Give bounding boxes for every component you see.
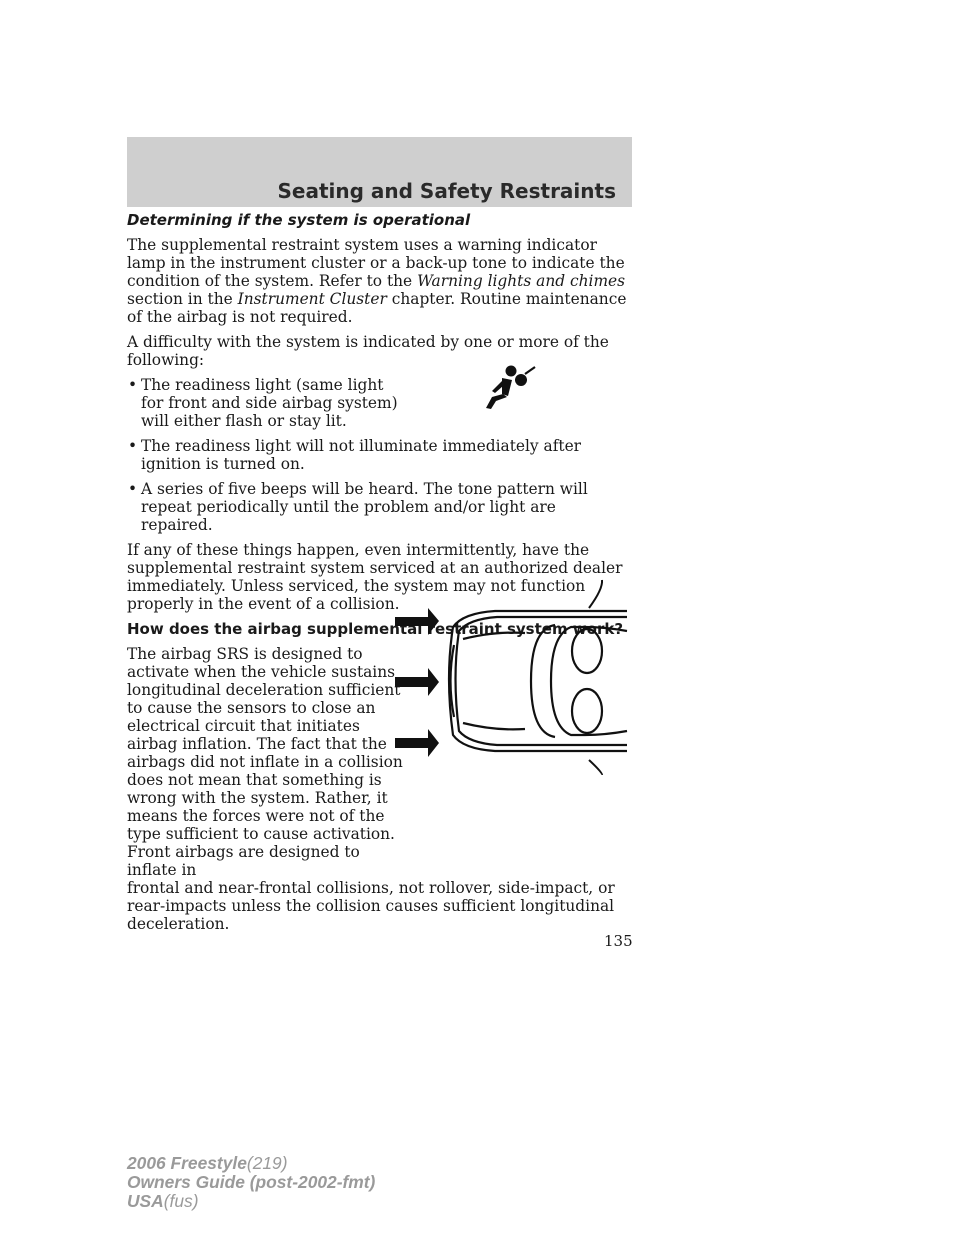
heading-operational: Determining if the system is operational — [127, 211, 471, 229]
section-header-band — [127, 137, 632, 207]
footer-line-guide — [127, 1173, 375, 1192]
footer-line-model — [127, 1154, 375, 1173]
footer-market: USA — [127, 1191, 164, 1211]
reference-instrument-cluster: Instrument Cluster — [237, 290, 387, 308]
list-item-text: The readiness light will not illuminate immediately after ignition is turned on. — [141, 437, 582, 473]
footer-model: 2006 Freestyle — [127, 1153, 247, 1173]
bullet-dot: • — [128, 376, 138, 394]
paragraph-difficulty-intro: A difficulty with the system is indicated by one or more of the following: — [127, 333, 609, 369]
bullet-dot: • — [128, 437, 138, 455]
car-frontal-impact-diagram — [395, 577, 628, 775]
page-number: 135 — [604, 932, 633, 950]
text-run: The supplemental restraint system uses a warning indicator lamp in the instrument cluster or a back-up tone to indicate the condition of the system. Refer to the — [127, 236, 625, 290]
airbag-warning-icon — [482, 364, 538, 412]
paragraph-srs-continued: frontal and near-frontal collisions, not rollover, side-impact, or rear-impacts unless the collision causes sufficient longitudinal deceleration. — [127, 879, 615, 933]
list-item-text: A series of five beeps will be heard. The tone pattern will repeat periodically until the problem and/or light are repaired. — [141, 480, 588, 534]
footer-model-code: (219) — [246, 1153, 288, 1173]
list-item — [127, 480, 632, 534]
paragraph-service-advice: If any of these things happen, even intermittently, have the supplemental restraint system serviced at an authorized dealer immediately. Unless serviced, the system may not function properly in the event of a collision. — [127, 541, 623, 613]
text-run: chapter. Routine maintenance of the airbag is not required. — [127, 290, 627, 326]
page-content — [127, 211, 632, 940]
footer-guide: Owners Guide (post-2002-fmt) — [127, 1172, 376, 1192]
reference-warning-lights: Warning lights and chimes — [417, 272, 626, 290]
list-item-text: The readiness light (same light for front and side airbag system) will either flash or stay lit. — [141, 376, 398, 430]
section-title: Seating and Safety Restraints — [277, 179, 616, 203]
footer-market-code: (fus) — [163, 1191, 199, 1211]
list-item — [127, 437, 632, 473]
paragraph-srs-wrapped: The airbag SRS is designed to activate when the vehicle sustains longitudinal deceleration sufficient to cause the sensors to close an electrical circuit that initiates airbag inflation. The fact that the airbags did not inflate in a collision does not mean that something is wrong with the system. Rather, it means the forces were not of the type sufficient to cause activation. Front airbags are designed to inflate in — [127, 645, 403, 879]
list-item — [127, 376, 399, 430]
document-footer — [127, 1154, 375, 1211]
footer-line-market — [127, 1192, 375, 1211]
text-run: section in the — [127, 290, 238, 308]
paragraph-warning-lamp — [127, 236, 632, 326]
bullet-dot: • — [128, 480, 138, 498]
heading-how-it-works: How does the airbag supplemental restraint system work? — [127, 620, 624, 638]
bullet-list — [127, 376, 632, 534]
